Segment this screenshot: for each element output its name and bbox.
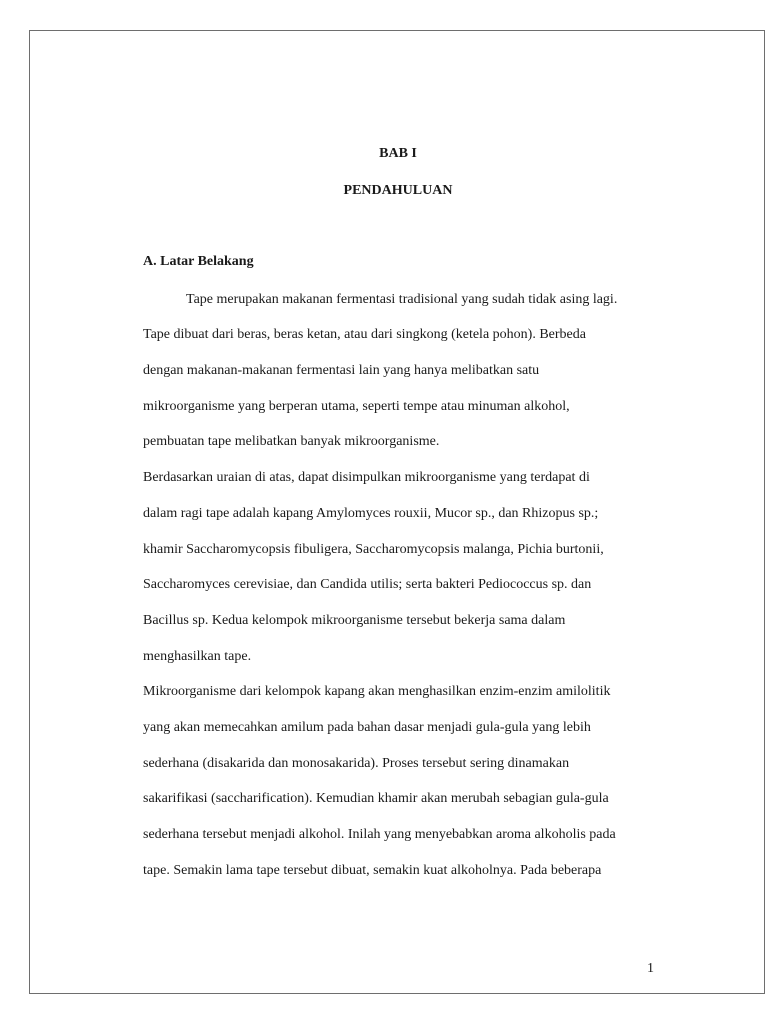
body-line: pembuatan tape melibatkan banyak mikroorganisme. [143,434,440,449]
body-line: Mikroorganisme dari kelompok kapang akan menghasilkan enzim-enzim amilolitik [143,684,611,699]
body-line: khamir Saccharomycopsis fibuligera, Saccharomycopsis malanga, Pichia burtonii, [143,542,604,557]
body-line: sederhana (disakarida dan monosakarida). Proses tersebut sering dinamakan [143,756,570,771]
body-line: Tape merupakan makanan fermentasi tradisional yang sudah tidak asing lagi. [186,292,618,307]
body-line: Berdasarkan uraian di atas, dapat disimpulkan mikroorganisme yang terdapat di [143,470,590,485]
body-line: yang akan memecahkan amilum pada bahan dasar menjadi gula-gula yang lebih [143,720,591,735]
body-line: Tape dibuat dari beras, beras ketan, atau dari singkong (ketela pohon). Berbeda [143,327,586,342]
body-line: sederhana tersebut menjadi alkohol. Inilah yang menyebabkan aroma alkoholis pada [143,827,616,842]
chapter-number: BAB I [379,146,417,161]
page-number: 1 [647,961,654,976]
body-line: dalam ragi tape adalah kapang Amylomyces rouxii, Mucor sp., dan Rhizopus sp.; [143,506,599,521]
body-line: dengan makanan-makanan fermentasi lain yang hanya melibatkan satu [143,363,540,378]
section-heading: A. Latar Belakang [143,254,254,269]
body-line: mikroorganisme yang berperan utama, seperti tempe atau minuman alkohol, [143,399,570,414]
document-page [29,30,765,994]
body-line: Saccharomyces cerevisiae, dan Candida utilis; serta bakteri Pediococcus sp. dan [143,577,592,592]
body-line: menghasilkan tape. [143,649,252,664]
chapter-title: PENDAHULUAN [343,183,453,198]
body-line: tape. Semakin lama tape tersebut dibuat, semakin kuat alkoholnya. Pada beberapa [143,863,602,878]
body-line: Bacillus sp. Kedua kelompok mikroorganisme tersebut bekerja sama dalam [143,613,566,628]
body-line: sakarifikasi (saccharification). Kemudian khamir akan merubah sebagian gula-gula [143,791,609,806]
